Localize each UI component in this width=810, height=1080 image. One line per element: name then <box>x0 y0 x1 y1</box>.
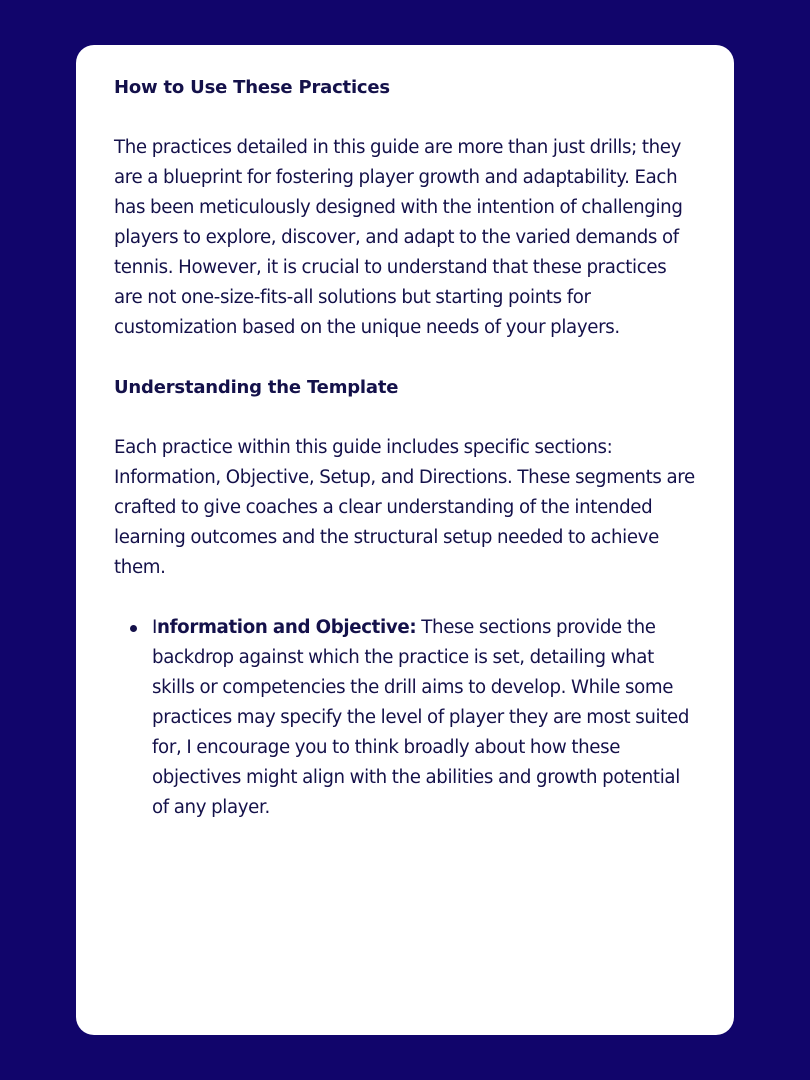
spacer <box>114 343 696 373</box>
list-item <box>152 613 696 823</box>
section-heading-how-to-use: How to Use These Practices <box>114 77 390 98</box>
bullet-lead-bold: nformation and Objective: <box>157 617 417 638</box>
spacer <box>114 403 696 433</box>
section-paragraph-how-to-use: The practices detailed in this guide are more than just drills; they are a blueprint for fostering player growth and adaptability. Each has been meticulously designed with the intention of challenging players to explore, discover, and adapt to the varied demands of tennis. However, it is crucial to understand that these practices are not one-size-fits-all solutions but starting points for customization based on the unique needs of your players. <box>114 137 683 338</box>
bullet-icon <box>130 625 137 632</box>
bullet-lead-plain: I <box>152 617 158 638</box>
bullet-text: These sections provide the backdrop against which the practice is set, detailing what skills or competencies the drill aims to develop. While some practices may specify the level of player they are most suited for, I encourage you to think broadly about how these objectives might align with the abilities and growth potential of any player. <box>152 617 690 818</box>
section-paragraph-template: Each practice within this guide includes specific sections: Information, Objective, Setup, and Directions. These segments are crafted to give coaches a clear understanding of the intended learning outcomes and the structural setup needed to achieve them. <box>114 437 695 578</box>
spacer <box>114 103 696 133</box>
content-card <box>76 45 734 1035</box>
bullet-list <box>114 613 696 823</box>
spacer <box>114 583 696 613</box>
section-heading-template: Understanding the Template <box>114 377 399 398</box>
